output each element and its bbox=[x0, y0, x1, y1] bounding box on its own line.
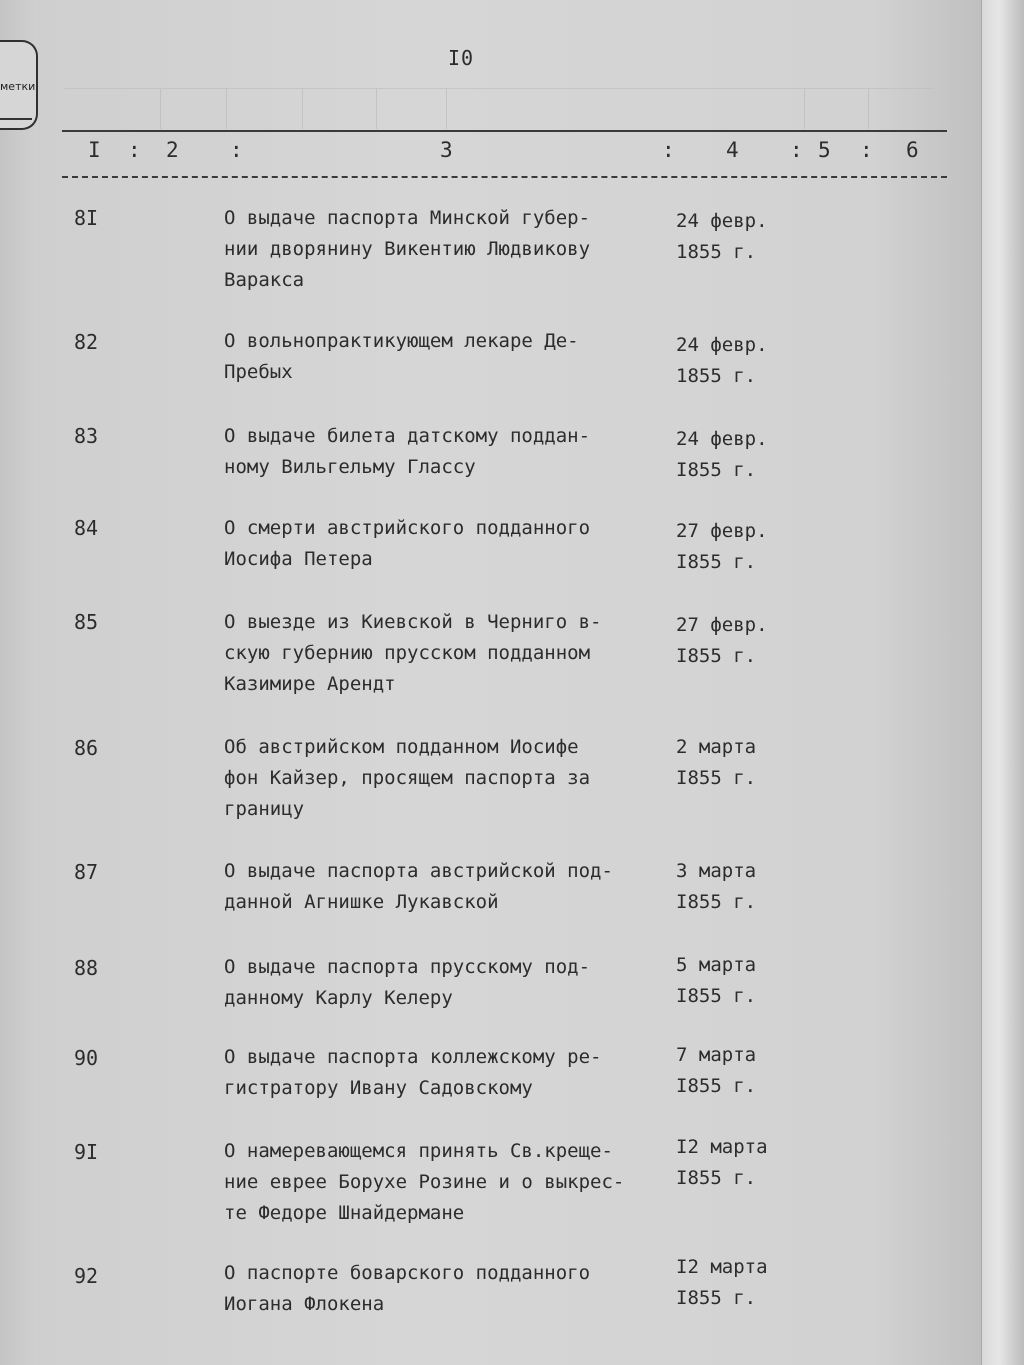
column-2-label: 2 bbox=[166, 138, 179, 162]
entry-number: 88 bbox=[74, 956, 99, 980]
entry-number: 83 bbox=[74, 424, 99, 448]
entry-title: О выдаче паспорта прусскому под- данному Карлу Келеру bbox=[224, 956, 591, 1009]
column-separator: : bbox=[860, 138, 873, 162]
column-1-label: I bbox=[88, 138, 101, 162]
entry-number: 82 bbox=[74, 330, 99, 354]
entry-date: 2 марта I855 г. bbox=[676, 736, 757, 789]
column-3-label: 3 bbox=[440, 138, 453, 162]
column-separator: : bbox=[128, 138, 141, 162]
column-4-label: 4 bbox=[726, 138, 739, 162]
entry-number: 90 bbox=[74, 1046, 99, 1070]
entry-title: О выдаче билета датскому поддан- ному Вильгельму Глассу bbox=[224, 425, 591, 478]
entry-title: О выдаче паспорта Минской губер- нии дворянину Викентию Людвикову Варакса bbox=[224, 207, 591, 291]
entry-date: 27 февр. I855 г. bbox=[676, 520, 768, 573]
column-5-label: 5 bbox=[818, 138, 831, 162]
entry-title: Об австрийском подданном Иосифе фон Кайзер, просящем паспорта за границу bbox=[224, 736, 591, 820]
margin-tab-label: метки bbox=[0, 80, 36, 93]
page-number: I0 bbox=[448, 46, 475, 70]
entry-title: О выдаче паспорта коллежскому ре- гистратору Ивану Садовскому bbox=[224, 1046, 602, 1099]
entry-number: 86 bbox=[74, 736, 99, 760]
entry-title: О паспорте боварского подданного Иогана Флокена bbox=[224, 1262, 591, 1315]
entry-date: 7 марта I855 г. bbox=[676, 1044, 757, 1097]
header-rule-top bbox=[62, 130, 947, 132]
header-rule-bottom bbox=[62, 176, 947, 178]
column-separator: : bbox=[790, 138, 803, 162]
entry-number: 92 bbox=[74, 1264, 99, 1288]
column-header-row bbox=[62, 138, 947, 172]
column-separator: : bbox=[662, 138, 675, 162]
entry-number: 85 bbox=[74, 610, 99, 634]
entry-title: О выезде из Киевской в Черниго в- скую губернию прусском подданном Казимире Арендт bbox=[224, 611, 602, 695]
entry-title: О выдаче паспорта австрийской под- данной Агнишке Лукавской bbox=[224, 860, 613, 913]
entry-date: 24 февр. 1855 г. bbox=[676, 210, 768, 263]
entry-title: О намеревающемся принять Св.креще- ние еврее Борухе Розине и о выкрес- те Федоре Шнайдермане bbox=[224, 1140, 625, 1224]
entry-number: 84 bbox=[74, 516, 99, 540]
column-separator: : bbox=[230, 138, 243, 162]
right-page-edge bbox=[981, 0, 1024, 1365]
entry-number: 8I bbox=[74, 206, 99, 230]
entry-date: 5 марта I855 г. bbox=[676, 954, 757, 1007]
entry-date: I2 марта I855 г. bbox=[676, 1136, 768, 1189]
entry-date: I2 марта I855 г. bbox=[676, 1256, 768, 1309]
entry-number: 9I bbox=[74, 1140, 99, 1164]
left-page-edge bbox=[0, 0, 38, 1365]
entry-date: 24 февр. 1855 г. bbox=[676, 334, 768, 387]
entry-title: О смерти австрийского подданного Иосифа Петера bbox=[224, 517, 591, 570]
entry-date: 24 февр. I855 г. bbox=[676, 428, 768, 481]
entry-title: О вольнопрактикующем лекаре Де- Пребых bbox=[224, 330, 579, 383]
margin-tab-rule bbox=[0, 118, 32, 120]
entry-number: 87 bbox=[74, 860, 99, 884]
entry-date: 27 февр. I855 г. bbox=[676, 614, 768, 667]
entry-date: 3 марта I855 г. bbox=[676, 860, 757, 913]
column-6-label: 6 bbox=[906, 138, 919, 162]
bleed-through-header bbox=[64, 88, 934, 129]
